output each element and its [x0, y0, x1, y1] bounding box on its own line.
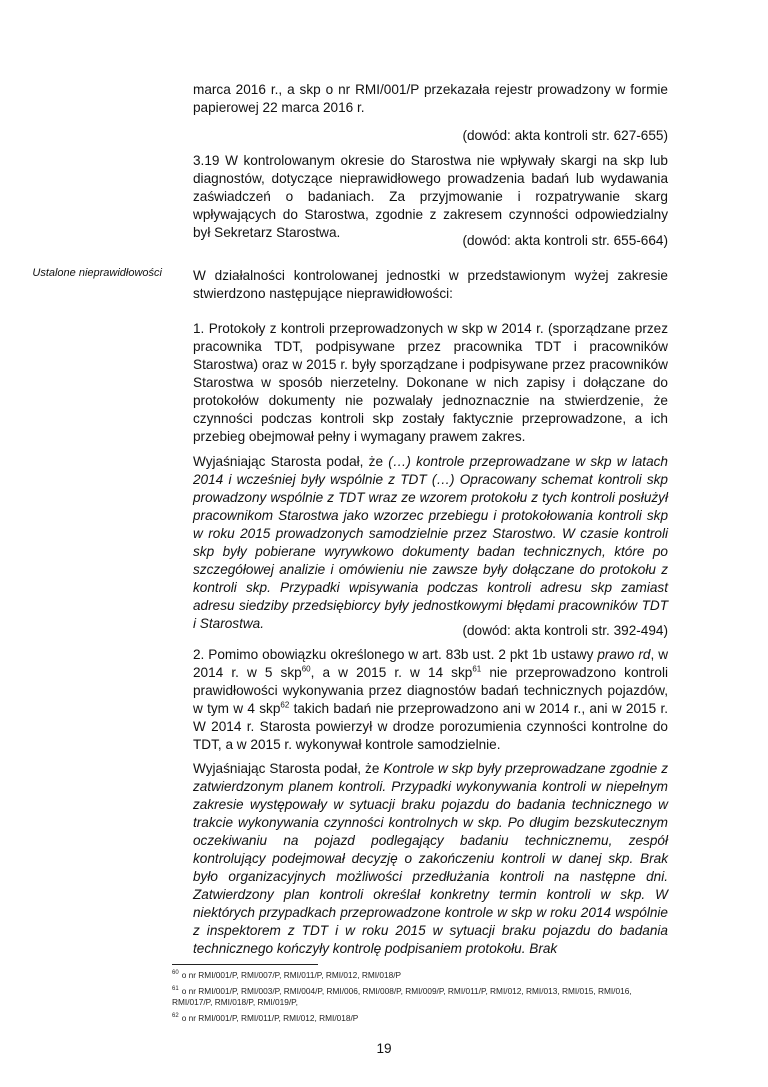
- law-name: prawo rd: [597, 647, 651, 662]
- paragraph: W działalności kontrolowanej jednostki w przedstawionym wyżej zakresie stwierdzono następujące nieprawidłowości:: [193, 268, 668, 301]
- paragraph: [193, 453, 668, 633]
- footnote-text: o nr RMI/001/P, RMI/003/P, RMI/004/P, RMI/006, RMI/008/P, RMI/009/P, RMI/011/P, RMI/012, RMI/013, RMI/015, RMI/016, RMI/017/P, RMI/018/P, RMI/019/P,: [172, 986, 632, 1007]
- footnote-number: 61: [172, 986, 179, 993]
- footnote: [172, 1013, 672, 1024]
- paragraph: [193, 760, 668, 958]
- quoted-explanation: Kontrole w skp były przeprowadzane zgodnie z zatwierdzonym planem kontroli. Przypadki wykonywania kontroli w niepełnym zakresie występowały w sytuacji braku pojazdu do badania technicznego w trakcie wykonywania czynności kontrolnych w skp. Po długim bezskutecznym oczekiwaniu na pojazd podlegający badaniu technicznemu, zespół kontrolujący podejmował decyzję o zakończeniu kontroli w danej skp. Brak było organizacyjnych możliwości przedłużania kontroli na następne dni. Zatwierdzony plan kontroli określał konkretny termin kontroli w skp. W niektórych przypadkach przeprowadzone kontrole w skp w roku 2014 wspólnie z inspektorem z TDT i w roku 2015 w sytuacji braku pojazdu do badania technicznego kończyły kontrolę podpisaniem protokołu. Brak: [193, 761, 668, 956]
- paragraph: marca 2016 r., a skp o nr RMI/001/P przekazała rejestr prowadzony w formie papierowej 22 marca 2016 r.: [193, 82, 668, 115]
- footnote-text: o nr RMI/001/P, RMI/011/P, RMI/012, RMI/018/P: [181, 1013, 359, 1023]
- text-segment: nie przeprowadzono kontroli prawidłowości wykonywania przez diagnostów badań technicznych pojazdów, w tym w 4 skp: [193, 665, 669, 716]
- paragraph-lead: Wyjaśniając Starosta podał, że: [193, 454, 389, 469]
- margin-note: Ustalone nieprawidłowości: [32, 267, 162, 279]
- text-segment: , w 2014 r. w 5 skp: [193, 647, 669, 680]
- paragraph-lead: Wyjaśniając Starosta podał, że: [193, 761, 384, 776]
- footnote: [172, 970, 672, 981]
- text-segment: takich badań nie przeprowadzono ani w 2014 r., ani w 2015 r. W 2014 r. Starosta powierzył w drodze porozumienia czynności kontrolne do TDT, a w 2015 r. wykonywał kontrole samodzielnie.: [193, 701, 669, 752]
- footnote-divider: [172, 964, 318, 965]
- footnote-marker[interactable]: 60: [301, 664, 311, 674]
- paragraph: 3.19 W kontrolowanym okresie do Starostwa nie wpływały skargi na skp lub diagnostów, dotyczące nieprawidłowego prowadzenia badań lub wydawania zaświadczeń o badaniach. Za przyjmowanie i rozpatrywanie skarg wpływających do Starostwa, zgodnie z zakresem czynności odpowiedzialny był Sekretarz Starostwa.: [193, 153, 668, 240]
- footnote-number: 60: [172, 970, 179, 977]
- paragraph: 1. Protokoły z kontroli przeprowadzonych w skp w 2014 r. (sporządzane przez pracownika TDT, podpisywane przez pracownika TDT i pracowników Starostwa) oraz w 2015 r. były sporządzane i podpisywane przez pracowników Starostwa w sposób nierzetelny. Dokonane w nich zapisy i dołączane do protokołów dokumenty nie pozwalały jednoznacznie na stwierdzenie, że czynności podczas kontroli skp zostały faktycznie przeprowadzone, a ich przebieg obejmował pełny i wymagany prawem zakres.: [193, 321, 668, 444]
- evidence-reference: (dowód: akta kontroli str. 392-494): [462, 623, 668, 638]
- text-segment: , a w 2015 r. w 14 skp: [310, 665, 473, 680]
- evidence-reference: (dowód: akta kontroli str. 627-655): [462, 128, 668, 143]
- evidence-reference: (dowód: akta kontroli str. 655-664): [462, 233, 668, 248]
- quoted-explanation: (…) kontrole przeprowadzane w skp w latach 2014 i wcześniej były wspólnie z TDT (…) Opracowany schemat kontroli skp prowadzony wspólnie z TDT wraz ze wzorem protokołu z tych kontroli posłużył pracownikom Starostwa jako wzorzec przebiegu i protokołowania kontroli skp w roku 2015 prowadzonych samodzielnie przez Starostwo. W czasie kontroli skp były pobierane wyrywkowo dokumenty badan technicznych, które po szczegółowej analizie i omówieniu nie zawsze były dołączane do protokołu z kontroli skp. Przypadki wpisywania podczas kontroli adresu skp zamiast adresu siedziby przedsiębiorcy były jednostkowymi błędami pracowników TDT i Starostwa.: [193, 454, 668, 631]
- paragraph: [193, 646, 668, 754]
- footnote-marker[interactable]: 62: [280, 700, 290, 710]
- footnote-number: 62: [172, 1013, 179, 1020]
- footnote: [172, 986, 672, 1008]
- footnote-marker[interactable]: 61: [472, 664, 482, 674]
- page-number: 19: [376, 1041, 392, 1056]
- footnote-text: o nr RMI/001/P, RMI/007/P, RMI/011/P, RMI/012, RMI/018/P: [181, 970, 402, 980]
- footnotes: [172, 970, 672, 1029]
- text-segment: 2. Pomimo obowiązku określonego w art. 83b ust. 2 pkt 1b ustawy: [193, 647, 598, 662]
